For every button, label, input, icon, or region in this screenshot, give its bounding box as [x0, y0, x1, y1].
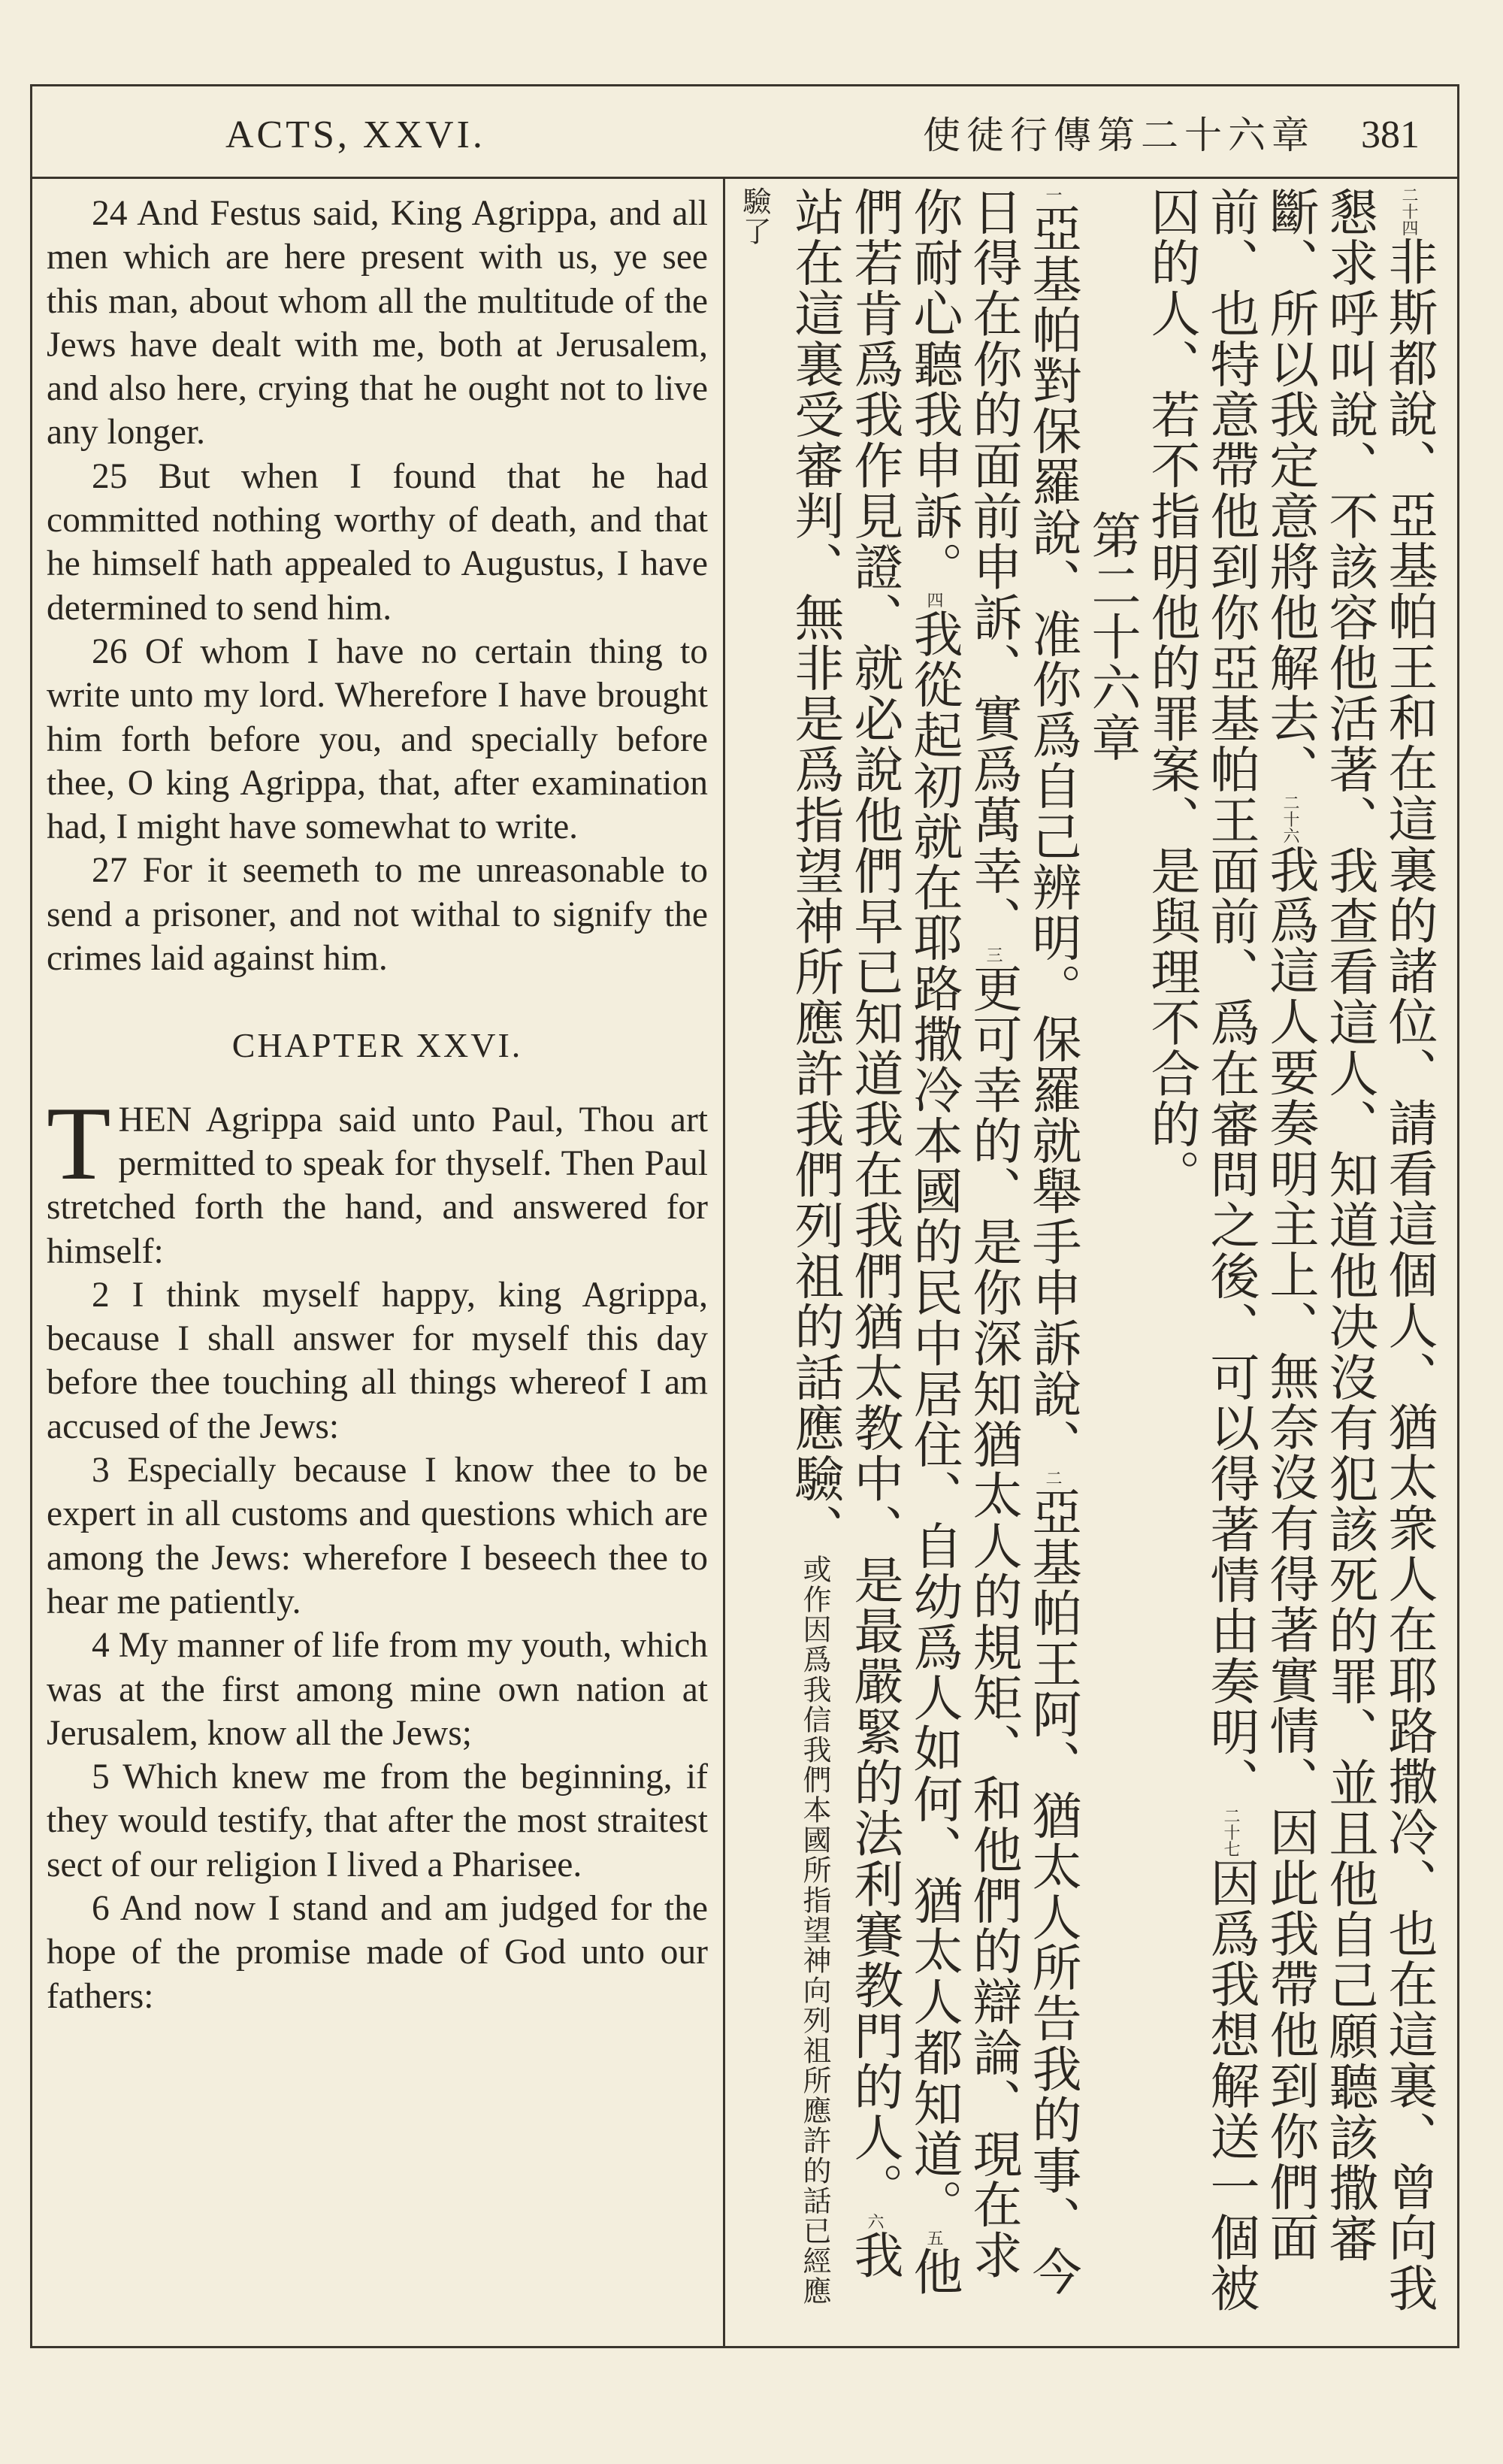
chapter-verse-1 [47, 1085, 708, 1273]
drop-cap: T [47, 1085, 111, 1202]
zh-chapter-heading: 第二十六章 [1083, 510, 1141, 763]
zh-verse-number: 二 [1043, 1470, 1062, 1486]
zh-chapter-verses: 一亞基帕對保羅說、准你爲自己辨明。保羅就舉手申訴說、二亞基帕王阿、猶太人所告我的事、今日得在你的面前申訴、實爲萬幸、三更可幸的、是你深知猶太人的規矩、和他們的辯論、現在求你耐心聽我申訴。四我從起初就在耶路撒冷本國的民中居住、自幼爲人如何、猶太人都知道。五他們若肯爲我作見證、就必說他們早已知道我在我們猶太教中、是最嚴緊的法利賽教門的人。六我站在這裏受審判、無非是爲指望神所應許我們列祖的話應驗、或作因爲我信我們本國所指望神向列祖所應許的話已經應驗了 [738, 186, 1081, 2306]
chapter-verse-2: 2 I think myself happy, king Agrippa, because I shall answer for myself this day before thee touching all things whereof I am accused of the Jews: [47, 1275, 708, 1446]
chapter-verse-4: 4 My manner of life from my youth, which was at the first among mine own nation at Jerusalem, know all the Jews; [47, 1626, 708, 1753]
header-rule [30, 177, 1459, 179]
zh-verse-number: 一 [1043, 186, 1062, 203]
zh-verse-number: 六 [865, 2213, 884, 2229]
zh-verse-number: 四 [924, 592, 943, 609]
chapter-verse-3: 3 Especially because I know thee to be expert in all customs and questions which are among the Jews: wherefore I beseech thee to hear me patiently. [47, 1451, 708, 1621]
zh-verse-number: 二十四 [1399, 186, 1418, 236]
zh-verse-number: 二十七 [1221, 1807, 1240, 1857]
chapter-verse-1-text: HEN Agrippa said unto Paul, Thou art permitted to speak for thyself. Then Paul stretched forth the hand, and answered for himself: [47, 1100, 708, 1271]
verse-25: 25 But when I found that he had committed nothing worthy of death, and that he himself hath appealed to Augustus, I have determined to send him. [47, 456, 708, 628]
zh-verse-24: 二十四非斯都說、亞基帕王和在這裏的諸位、請看這個人、猶太衆人在耶路撒冷、也在這裏、曾向我懇求呼叫說、不該容他活著、我查看這人、知道他决沒有犯該死的罪、並且他自己願聽該撒審斷、所以我定意將他解去、二十六我爲這人要奏明主上、無奈沒有得著實情、因此我帶他到你們面前、也特意帶他到你亞基帕王面前、爲在審問之後、可以得著情由奏明、二十七因爲我想解送一個被囚的人、若不指明他的罪案、是與理不合的。 [1142, 186, 1438, 2314]
verse-26: 26 Of whom I have no certain thing to write unto my lord. Wherefore I have brought him forth before you, and specially before thee, O king Agrippa, that, after examination had, I might have somewhat to write. [47, 631, 708, 847]
running-head-english: ACTS, XXVI. [225, 114, 485, 156]
running-head-chinese: 使徒行傳第二十六章 [923, 114, 1315, 157]
chapter-heading: CHAPTER XXVI. [231, 1026, 523, 1065]
zh-verse-number: 二十六 [1281, 794, 1299, 844]
zh-verse-number: 三 [984, 946, 1003, 963]
zh-verse-number: 五 [924, 2229, 943, 2247]
chapter-verse-6: 6 And now I stand and am judged for the hope of the promise made of God unto our fathers: [47, 1888, 708, 2016]
chapter-verse-5: 5 Which knew me from the beginning, if they would testify, that after the most straitest sect of our religion I lived a Pharisee. [47, 1757, 708, 1884]
english-column [47, 192, 708, 2018]
chinese-column [724, 186, 1438, 2329]
zh-footnote: 或作因爲我信我們本國所指望神向列祖所應許的話已經應驗了 [738, 186, 831, 2306]
verse-27: 27 For it seemeth to me unreasonable to send a prisoner, and not withal to signify the crimes laid against him. [47, 851, 708, 979]
page-number: 381 [1361, 114, 1420, 156]
verse-24: 24 And Festus said, King Agrippa, and all men which are here present with us, ye see this man, about whom all the multitude of the Jews have dealt with me, both at Jerusalem, and also here, crying that he ought not to live any longer. [47, 194, 708, 453]
